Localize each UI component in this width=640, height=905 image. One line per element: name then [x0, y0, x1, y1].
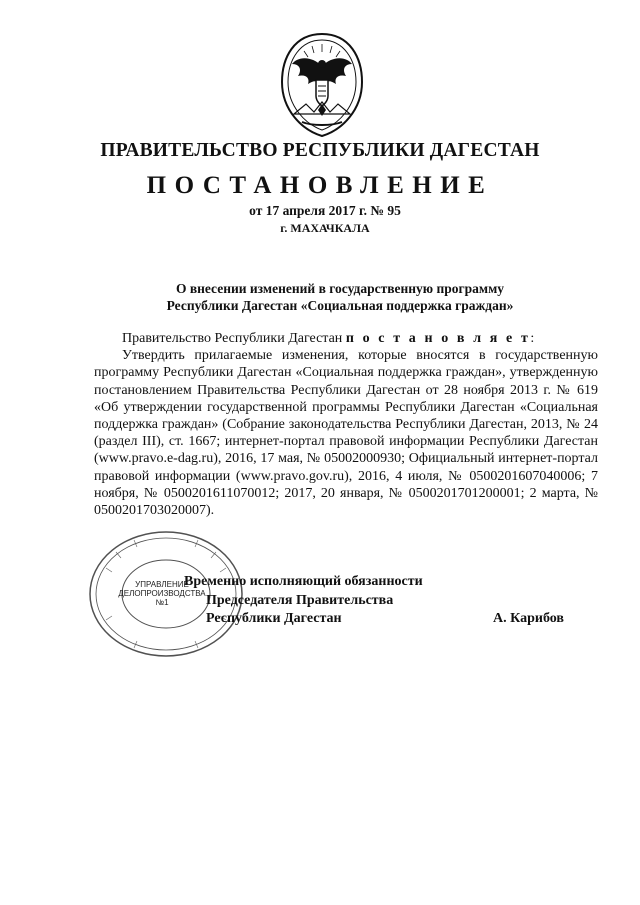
signatory-name: А. Карибов [493, 611, 564, 626]
subject-line-1: О внесении изменений в государственную программу [175, 281, 505, 296]
stamp-line-3: №1 [155, 598, 169, 607]
stamp-line-1: УПРАВЛЕНИЕ [135, 580, 189, 589]
signature-line-2: Председателя Правительства [206, 592, 394, 608]
coat-of-arms-icon [272, 30, 372, 140]
government-name: ПРАВИТЕЛЬСТВО РЕСПУБЛИКИ ДАГЕСТАН [100, 140, 540, 161]
signature-title: Республики Дагестан [206, 611, 342, 626]
signature-block [184, 573, 564, 629]
intro-decree-word: п о с т а н о в л я е т [345, 331, 531, 346]
document-type-title: ПОСТАНОВЛЕНИЕ [146, 172, 494, 199]
document-city: г. МАХАЧКАЛА [280, 221, 370, 235]
intro-paragraph [94, 330, 598, 347]
main-paragraph: Утвердить прилагаемые изменения, которые вносятся в государственную программу Республики Дагестан «Социальная поддержка граждан», утвержденную постановлением Правительства Республики Дагестан от 28 ноября 2013 г. № 619 «Об утверждении государственной программы Республики Дагестан «Социальная поддержка граждан» (Собрание законодательства Республики Дагестан, 2013, № 24 (раздел III), ст. 1667; интернет-портал правовой информации Республики Дагестан (www.pravo.e-dag.ru), 2016, 17 мая, № 05002000930; Официальный интернет-портал правовой информации (www.pravo.gov.ru), 2016, 4 июля, № 0500201607040006; 7 ноября, № 0500201611070012; 2017, 20 января, № 0500201701200001; 2 марта, № 0500201703020007). [94, 348, 598, 519]
document-date-number: от 17 апреля 2017 г. № 95 [249, 203, 401, 218]
document-subject [130, 280, 550, 314]
stamp-line-2: ДЕЛОПРОИЗВОДСТВА [118, 589, 206, 598]
signature-line-3 [184, 610, 564, 629]
signature-line-1: Временно исполняющий обязанности [184, 574, 423, 589]
intro-colon: : [530, 331, 535, 346]
document-body [94, 330, 598, 519]
subject-line-2: Республики Дагестан «Социальная поддержка граждан» [166, 298, 514, 313]
intro-text: Правительство Республики Дагестан [122, 331, 343, 346]
